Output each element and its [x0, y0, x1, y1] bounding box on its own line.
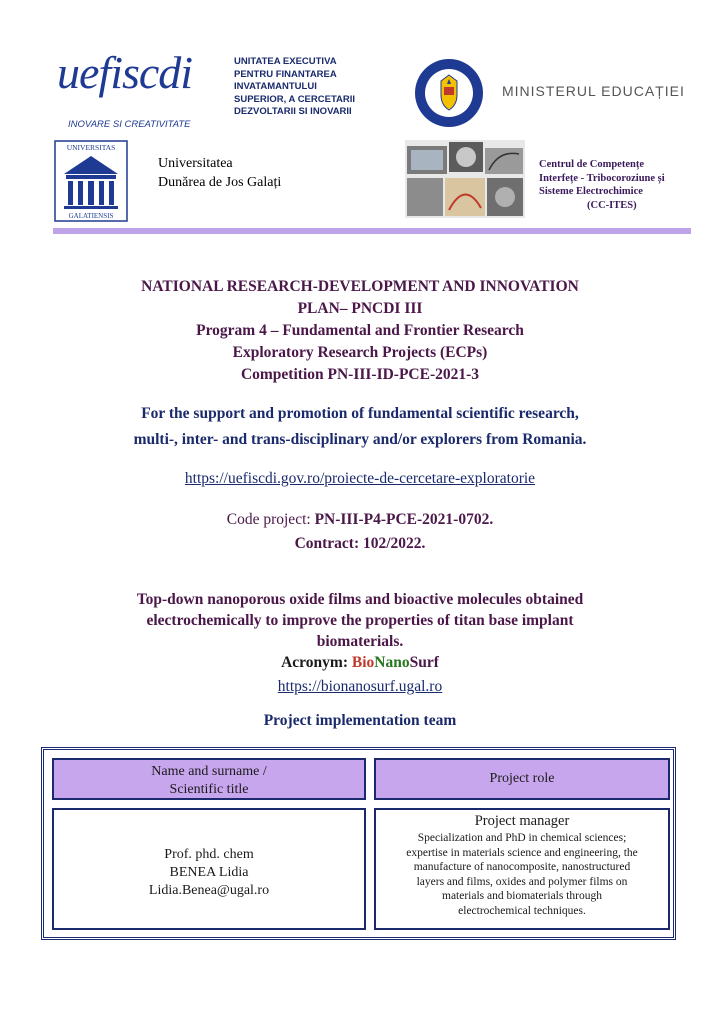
uefiscdi-link[interactable]: https://uefiscdi.gov.ro/proiecte-de-cercetare-exploratorie [184, 470, 536, 487]
team-heading: Project implementation team [263, 712, 457, 729]
project-code-block: Code project: PN-III-P4-PCE-2021-0702. Contract: 102/2022. [226, 511, 494, 552]
team-table [41, 747, 676, 940]
uefiscdi-tagline: INOVARE SI CREATIVITATE [68, 119, 191, 130]
research-equipment-image [405, 140, 525, 218]
university-name: Universitatea Dunărea de Jos Galați [158, 156, 282, 190]
ugal-logo-bottom: GALATIENSIS [68, 212, 114, 220]
research-plan-heading: NATIONAL RESEARCH-DEVELOPMENT AND INNOVATION PLAN– PNCDI III Program 4 – Fundamental and Frontier Research Exploratory Research Projects (ECPs) Competition PN-III-ID-PCE-2021-3 [141, 278, 579, 383]
support-statement: For the support and promotion of fundamental scientific research, multi-, inter- and trans-disciplinary and/or explorers from Romania. [133, 405, 587, 448]
table-header-name: Name and surname / Scientific title [52, 758, 366, 800]
member-email: Lidia.Benea@ugal.ro [148, 883, 270, 898]
table-row-name-cell: Prof. phd. chem BENEA Lidia Lidia.Benea@ugal.ro [52, 808, 366, 930]
government-seal-icon [413, 57, 485, 129]
uefiscdi-description: UNITATEA EXECUTIVA PENTRU FINANTAREA INVATAMANTULUI SUPERIOR, A CERCETARII DEZVOLTARII SI INOVARII [234, 56, 356, 117]
uefiscdi-logo: uefiscdi [57, 47, 193, 98]
ugal-logo-top: UNIVERSITAS [66, 143, 116, 152]
role-description: Specialization and PhD in chemical sciences; expertise in materials science and engineering, the manufacture of nanocomposite, nanostructured layers and films, oxides and polymer films on materials and biomaterials through electrochemical techniques. [406, 832, 638, 917]
project-title: Top-down nanoporous oxide films and bioactive molecules obtained electrochemically to improve the properties of titan base implant biomaterials. [136, 591, 584, 650]
table-row-role-cell: Project manager Specialization and PhD in chemical sciences; expertise in materials science and engineering, the manufacture of nanocomposite, nanostructured layers and films, oxides and polymer films on materials and biomaterials through electrochemical techniques. [374, 808, 670, 930]
competence-center-name: Centrul de Competențe Interfețe - Tribocoroziune și Sisteme Electrochimice (CC-ITES) [539, 159, 665, 211]
header-divider [53, 228, 691, 234]
ministry-name: MINISTERUL EDUCAȚIEI [502, 83, 685, 99]
project-acronym: Acronym: BioNanoSurf [281, 654, 439, 671]
university-logo-icon [54, 140, 128, 222]
table-header-role: Project role [374, 758, 670, 800]
project-website-link[interactable]: https://bionanosurf.ugal.ro [277, 678, 443, 695]
